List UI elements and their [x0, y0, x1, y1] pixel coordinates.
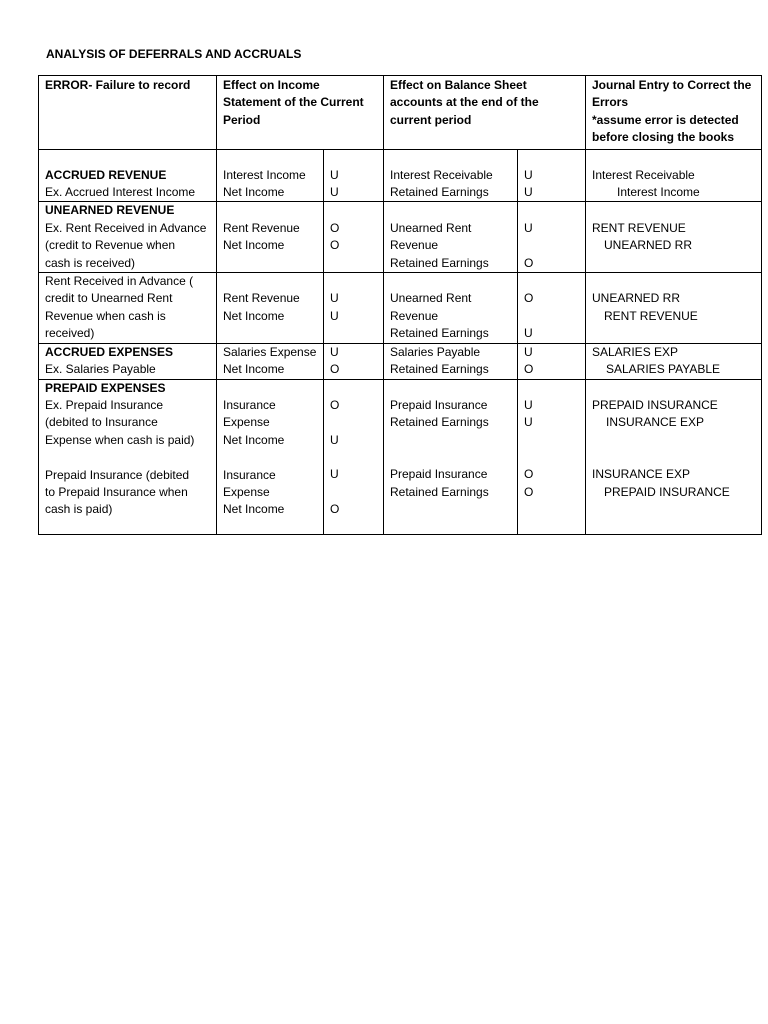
balance-accounts-cell: Salaries Payable Retained Earnings: [384, 343, 518, 379]
journal-entry-cell: UNEARNED RR RENT REVENUE: [586, 273, 762, 344]
journal-entry-cell: Interest Receivable Interest Income: [586, 149, 762, 202]
header-income-effect: Effect on Income Statement of the Current Period: [217, 76, 384, 150]
error-cell: ACCRUED REVENUE Ex. Accrued Interest Income: [39, 149, 217, 202]
income-accounts-cell: Salaries Expense Net Income: [217, 343, 324, 379]
income-accounts-cell: Interest Income Net Income: [217, 149, 324, 202]
table-row-accrued-expenses: [39, 343, 762, 379]
header-row: [39, 76, 762, 150]
income-accounts-cell: Insurance Expense Net Income Insurance Expense Net Income: [217, 379, 324, 534]
journal-entry-cell: PREPAID INSURANCE INSURANCE EXP INSURANCE EXP PREPAID INSURANCE: [586, 379, 762, 534]
balance-effect-cell: U O: [518, 343, 586, 379]
balance-accounts-cell: Unearned Rent Revenue Retained Earnings: [384, 273, 518, 344]
income-effect-cell: U O: [324, 343, 384, 379]
journal-entry-cell: RENT REVENUE UNEARNED RR: [586, 202, 762, 273]
income-effect-cell: U U: [324, 149, 384, 202]
balance-effect-cell: U U: [518, 149, 586, 202]
balance-accounts-cell: Prepaid Insurance Retained Earnings Prepaid Insurance Retained Earnings: [384, 379, 518, 534]
balance-effect-cell: O U: [518, 273, 586, 344]
error-cell: UNEARNED REVENUE Ex. Rent Received in Advance (credit to Revenue when cash is received): [39, 202, 217, 273]
journal-entry-cell: SALARIES EXP SALARIES PAYABLE: [586, 343, 762, 379]
table-row-unearned-revenue-2: [39, 273, 762, 344]
analysis-table: [38, 75, 762, 535]
income-effect-cell: O O: [324, 202, 384, 273]
income-accounts-cell: Rent Revenue Net Income: [217, 202, 324, 273]
header-journal-entry: Journal Entry to Correct the Errors *assume error is detected before closing the books: [586, 76, 762, 150]
balance-effect-cell: U U O O: [518, 379, 586, 534]
table-row-accrued-revenue: [39, 149, 762, 202]
error-cell: PREPAID EXPENSES Ex. Prepaid Insurance (debited to Insurance Expense when cash is paid) Prepaid Insurance (debited to Prepaid Insurance when cash is paid): [39, 379, 217, 534]
document-title: ANALYSIS OF DEFERRALS AND ACCRUALS: [46, 47, 302, 61]
header-error: ERROR- Failure to record: [39, 76, 217, 150]
income-effect-cell: O U U O: [324, 379, 384, 534]
table-row-prepaid-expenses: [39, 379, 762, 534]
error-cell: ACCRUED EXPENSES Ex. Salaries Payable: [39, 343, 217, 379]
balance-accounts-cell: Interest Receivable Retained Earnings: [384, 149, 518, 202]
error-cell: Rent Received in Advance ( credit to Unearned Rent Revenue when cash is received): [39, 273, 217, 344]
balance-accounts-cell: Unearned Rent Revenue Retained Earnings: [384, 202, 518, 273]
income-accounts-cell: Rent Revenue Net Income: [217, 273, 324, 344]
table-row-unearned-revenue-1: [39, 202, 762, 273]
header-balance-effect: Effect on Balance Sheet accounts at the end of the current period: [384, 76, 586, 150]
income-effect-cell: U U: [324, 273, 384, 344]
balance-effect-cell: U O: [518, 202, 586, 273]
